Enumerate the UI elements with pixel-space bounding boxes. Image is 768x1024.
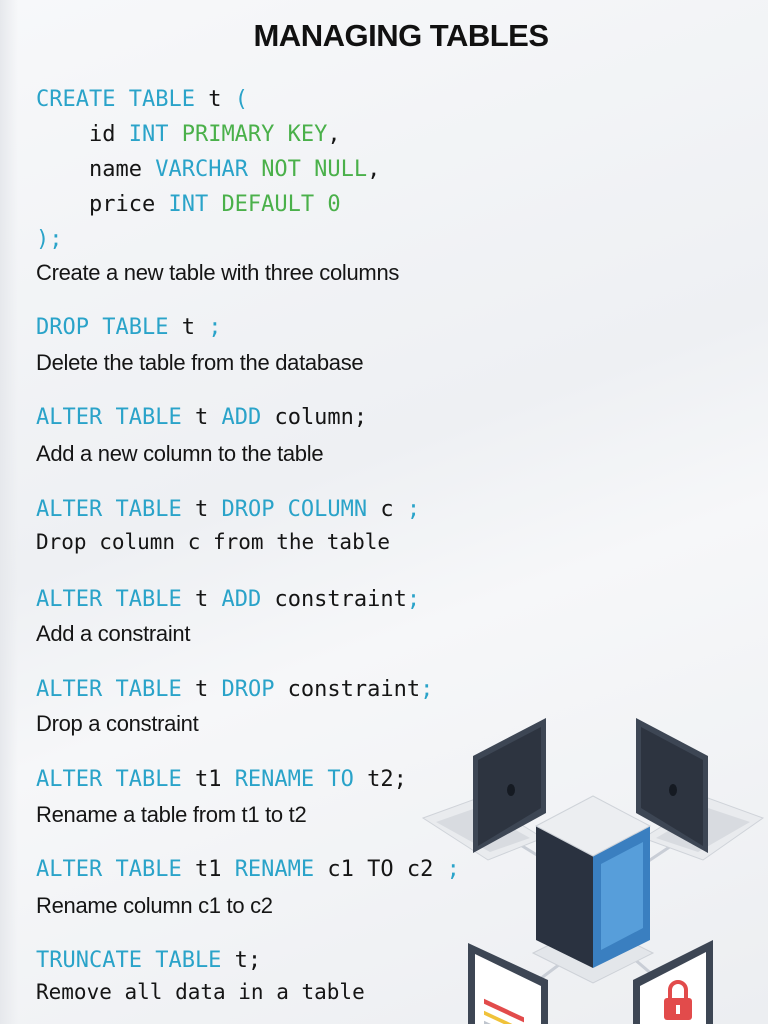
sql-code-block: [36, 82, 380, 257]
sql-code-block: [36, 943, 261, 978]
sql-identifier: constraint: [261, 587, 407, 612]
sql-keyword: DROP COLUMN: [221, 497, 368, 522]
sql-keyword: ALTER TABLE: [36, 497, 182, 522]
code-line: [36, 222, 380, 257]
sql-identifier: t1: [181, 767, 235, 792]
sql-description: Delete the table from the database: [36, 350, 364, 375]
code-line: [36, 117, 380, 152]
left-edge-shade: [0, 0, 18, 1024]
code-line: [36, 82, 380, 117]
code-line: [36, 187, 380, 222]
sql-description: Drop column c from the table: [36, 530, 391, 554]
sql-constraint: PRIMARY KEY: [181, 122, 328, 147]
sql-identifier: t: [194, 87, 235, 112]
sql-keyword: DROP TABLE: [36, 315, 169, 340]
sql-code-block: [36, 852, 460, 887]
sql-identifier: c1 TO c2: [314, 857, 447, 882]
sql-keyword: ALTER TABLE: [36, 405, 182, 430]
sql-keyword: ;: [406, 587, 421, 612]
sql-code-block: [36, 310, 221, 345]
sql-description: Remove all data in a table: [36, 980, 365, 1004]
sql-identifier: t: [181, 587, 222, 612]
sql-constraint: DEFAULT 0: [221, 192, 341, 217]
sql-description: Rename a table from t1 to t2: [36, 802, 307, 827]
sql-identifier: t;: [221, 948, 262, 973]
sql-constraint: NOT NULL: [261, 157, 368, 182]
sql-description: Drop a constraint: [36, 711, 199, 736]
sql-keyword: DROP: [221, 677, 275, 702]
sql-identifier: constraint: [274, 677, 421, 702]
sql-keyword: RENAME TO: [234, 767, 354, 792]
sql-keyword: ;: [208, 315, 222, 340]
sql-identifier: t1: [181, 857, 235, 882]
code-line: [36, 582, 420, 617]
page-title: MANAGING TABLES: [253, 18, 549, 53]
code-line: [36, 762, 407, 797]
sql-identifier: c: [367, 497, 407, 522]
sql-keyword: ALTER TABLE: [36, 587, 182, 612]
sql-code-block: [36, 762, 407, 797]
sql-identifier: column;: [261, 405, 368, 430]
sql-keyword: );: [36, 227, 63, 252]
sql-identifier: t: [181, 677, 222, 702]
code-line: [36, 492, 420, 527]
sql-description: Add a new column to the table: [36, 441, 324, 466]
code-line: [36, 852, 460, 887]
sql-keyword: ;: [406, 497, 421, 522]
sql-keyword: INT: [128, 122, 182, 147]
sql-keyword: RENAME: [234, 857, 315, 882]
sql-code-block: [36, 582, 420, 617]
sql-identifier: t2;: [353, 767, 407, 792]
laptop-icon: [636, 718, 763, 860]
laptop-icon: [423, 718, 546, 860]
sql-keyword: CREATE TABLE: [36, 87, 195, 112]
sql-identifier: price: [36, 192, 169, 217]
sql-description: Rename column c1 to c2: [36, 893, 273, 918]
code-line: [36, 672, 433, 707]
sql-keyword: ;: [420, 677, 434, 702]
sql-keyword: (: [234, 87, 248, 112]
sql-keyword: ;: [446, 857, 460, 882]
sql-keyword: ADD: [221, 587, 262, 612]
sql-code-block: [36, 492, 420, 527]
sql-code-block: [36, 400, 367, 435]
sql-keyword: VARCHAR: [155, 157, 262, 182]
sql-description: Create a new table with three columns: [36, 260, 400, 285]
code-line: [36, 310, 221, 345]
database-server-icon: [533, 796, 653, 983]
sql-keyword: ALTER TABLE: [36, 767, 182, 792]
network-illustration: [418, 718, 768, 1024]
sql-keyword: ALTER TABLE: [36, 677, 182, 702]
document-screen-icon: [468, 943, 548, 1024]
code-line: [36, 943, 261, 978]
code-line: [36, 400, 367, 435]
sql-identifier: id: [36, 122, 129, 147]
sql-keyword: ALTER TABLE: [36, 857, 182, 882]
sql-identifier: ,: [327, 122, 341, 147]
sql-identifier: t: [168, 315, 209, 340]
code-line: [36, 152, 380, 187]
sql-keyword: TRUNCATE TABLE: [36, 948, 222, 973]
sql-identifier: t: [181, 405, 222, 430]
sql-identifier: t: [181, 497, 222, 522]
sql-keyword: ADD: [221, 405, 262, 430]
sql-description: Add a constraint: [36, 621, 191, 646]
sql-identifier: name: [36, 157, 156, 182]
sql-keyword: INT: [168, 192, 222, 217]
sql-code-block: [36, 672, 433, 707]
sql-identifier: ,: [367, 157, 381, 182]
